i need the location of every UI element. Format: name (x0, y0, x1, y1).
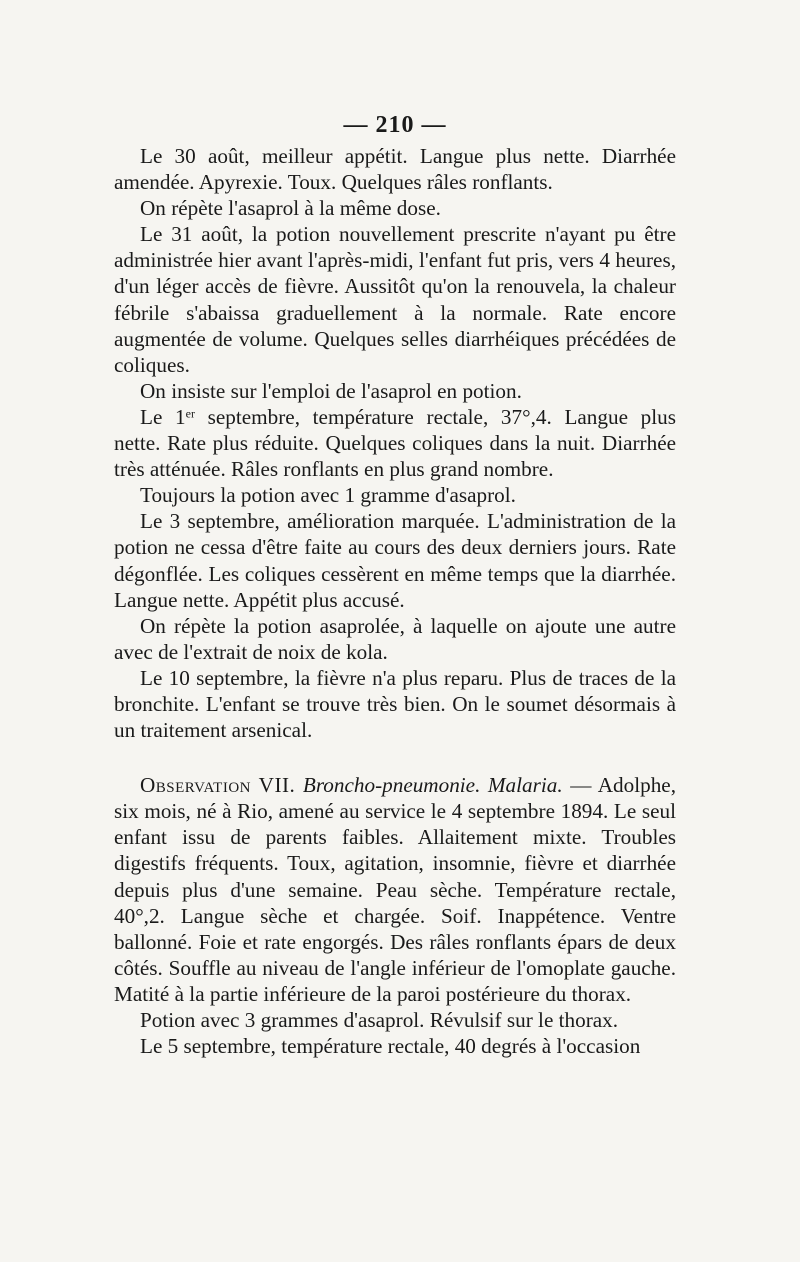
paragraph-text: septembre, température rectale, 37°,4. Langue plus nette. Rate plus réduite. Quelques coliques dans la nuit. Diarrhée très atténuée. Râles ronflants en plus grand nombre. (114, 404, 676, 482)
observation-title: Broncho-pneumonie. Malaria. (302, 773, 563, 798)
paragraph: On insiste sur l'emploi de l'asaprol en potion. (140, 378, 522, 403)
date-prefix: Le 1 (140, 404, 186, 429)
observation-label: Observation VII. (140, 773, 296, 798)
paragraph: Le 5 septembre, température rectale, 40 degrés à l'occasion (140, 1034, 641, 1059)
page-number: — 210 — (343, 112, 447, 138)
body-text (114, 143, 676, 1059)
ordinal-superscript: er (185, 406, 195, 421)
observation-text: — Adolphe, six mois, né à Rio, amené au service le 4 septembre 1894. Le seul enfant issu de parents faibles. Allaitement mixte. Troubles digestifs fréquents. Toux, agitation, insomnie, fièvre et diarrhée depuis plus d'une semaine. Peau sèche. Température rectale, 40°,2. Langue sèche et chargée. Soif. Inappétence. Ventre ballonné. Foie et rate engorgés. Des râles ronflants épars de deux côtés. Souffle au niveau de l'angle inférieur de l'omoplate gauche. Matité à la partie inférieure de la paroi postérieure du thorax. (114, 773, 677, 1006)
paragraph: On répète l'asaprol à la même dose. (140, 196, 441, 221)
paragraph (114, 404, 676, 482)
paragraph: Le 3 septembre, amélioration marquée. L'administration de la potion ne cessa d'être faite au cours des deux derniers jours. Rate dégonflée. Les coliques cessèrent en même temps que la diarrhée. Langue nette. Appétit plus accusé. (114, 509, 676, 612)
section-gap (114, 743, 676, 772)
paragraph: Toujours la potion avec 1 gramme d'asaprol. (140, 483, 516, 508)
paragraph: Le 10 septembre, la fièvre n'a plus reparu. Plus de traces de la bronchite. L'enfant se trouve très bien. On le soumet désormais à un traitement arsenical. (114, 665, 676, 743)
paragraph: Le 30 août, meilleur appétit. Langue plus nette. Diarrhée amendée. Apyrexie. Toux. Quelques râles ronflants. (114, 144, 676, 195)
paragraph: Potion avec 3 grammes d'asaprol. Révulsif sur le thorax. (140, 1008, 619, 1032)
paragraph: On répète la potion asaprolée, à laquelle on ajoute une autre avec de l'extrait de noix de kola. (114, 613, 676, 664)
observation-paragraph (114, 772, 676, 1007)
paragraph: Le 31 août, la potion nouvellement prescrite n'ayant pu être administrée hier avant l'après-midi, l'enfant fut pris, vers 4 heures, d'un léger accès de fièvre. Aussitôt qu'on la renouvela, la chaleur fébrile s'abaissa graduellement à la normale. Rate encore augmentée de volume. Quelques selles diarrhéiques précédées de coliques. (114, 222, 676, 377)
